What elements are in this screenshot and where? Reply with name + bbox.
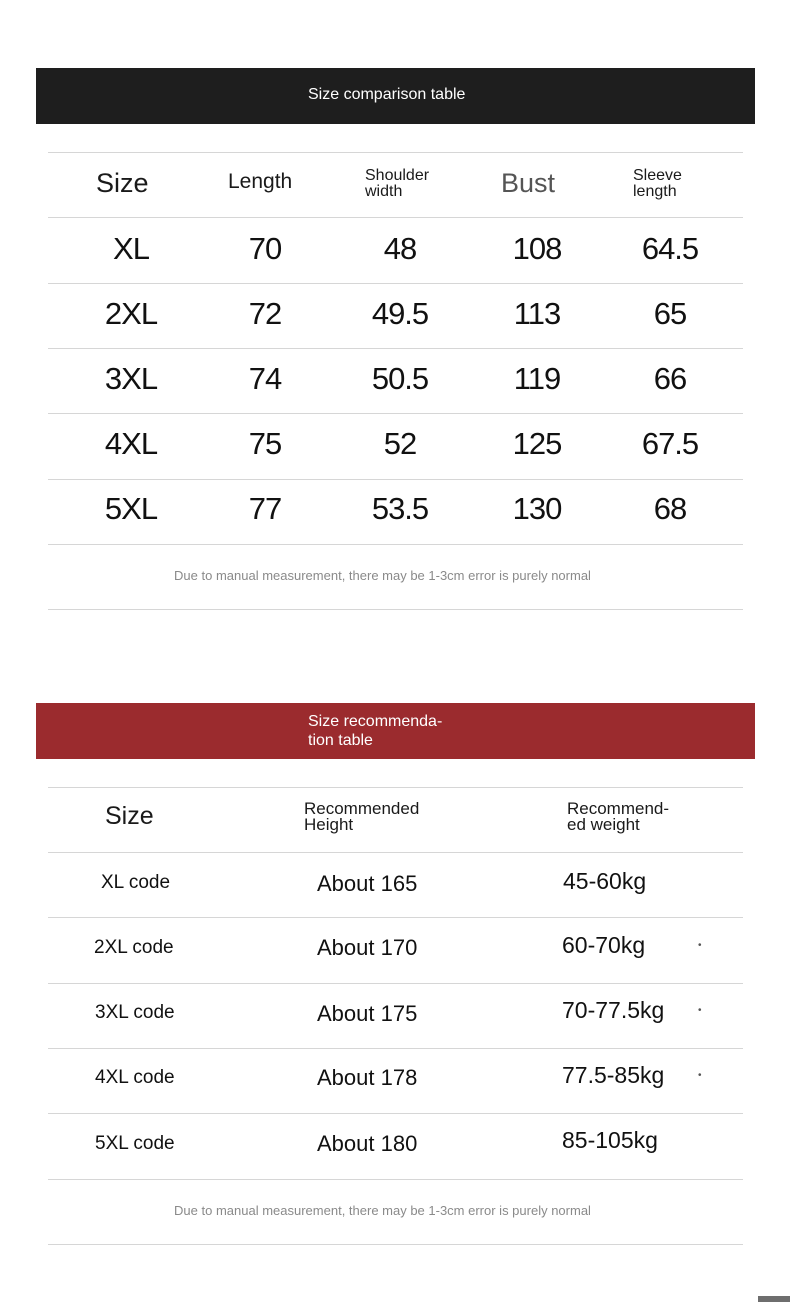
table-divider [48,852,743,853]
code-cell: XL code [101,872,171,893]
sleeve-cell: 68 [653,491,687,526]
sleeve-cell: 65 [653,296,687,331]
length-cell: 72 [248,296,282,331]
size-cell: XL [113,231,149,266]
header-bust: Bust [501,168,556,198]
corner-mark [758,1296,790,1302]
size-cell: 4XL [104,426,158,461]
table-divider [48,917,743,918]
shoulder-cell: 53.5 [371,491,429,526]
height-cell: About 175 [317,1001,418,1026]
table-divider [48,152,743,153]
weight-cell: 77.5-85kg [562,1062,665,1088]
bust-cell: 113 [513,296,561,331]
bust-cell: 108 [512,231,562,266]
height-cell: About 178 [317,1065,418,1090]
table-divider [48,348,743,349]
table-divider [48,413,743,414]
size-cell: 5XL [104,491,158,526]
height-cell: About 180 [317,1131,418,1156]
weight-cell: 60-70kg [562,932,646,958]
shoulder-cell: 50.5 [371,361,429,396]
weight-cell: 70-77.5kg [562,997,665,1023]
table-divider [48,787,743,788]
code-cell: 3XL code [95,1002,175,1023]
length-cell: 77 [248,491,282,526]
code-cell: 5XL code [95,1133,175,1154]
shoulder-cell: 49.5 [371,296,429,331]
sleeve-cell: 66 [653,361,687,396]
table-divider [48,217,743,218]
measurement-note: Due to manual measurement, there may be 1-3cm error is purely normal [174,1203,591,1218]
stray-dot: • [698,1005,702,1016]
length-cell: 74 [248,361,282,396]
sleeve-cell: 67.5 [641,426,699,461]
shoulder-cell: 48 [383,231,417,266]
code-cell: 4XL code [95,1067,175,1088]
code-cell: 2XL code [94,937,174,958]
size-cell: 3XL [104,361,158,396]
table-divider [48,544,743,545]
table-divider [48,1113,743,1114]
measurement-note: Due to manual measurement, there may be 1-3cm error is purely normal [174,568,591,583]
size-recommendation-banner [36,703,755,759]
height-cell: About 170 [317,935,418,960]
stray-dot: • [698,1070,702,1081]
sleeve-cell: 64.5 [641,231,699,266]
table-divider [48,283,743,284]
bust-cell: 130 [512,491,562,526]
weight-cell: 85-105kg [562,1127,658,1153]
shoulder-cell: 52 [383,426,417,461]
weight-cell: 45-60kg [563,868,647,894]
header-shoulder-width: Shoulder width [365,167,430,200]
height-cell: About 165 [317,871,418,896]
table-divider [48,609,743,610]
table-divider [48,1179,743,1180]
header-recommended-height: Recommended Height [304,799,420,834]
size-cell: 2XL [104,296,158,331]
header-sleeve-length: Sleeve length [633,167,682,200]
table-divider [48,1048,743,1049]
table-divider [48,479,743,480]
stray-dot: • [698,940,702,951]
header-size: Size [96,168,149,198]
header-recommended-weight: Recommend- ed weight [567,799,670,834]
length-cell: 70 [248,231,282,266]
header-length: Length [228,170,293,193]
table-divider [48,983,743,984]
length-cell: 75 [248,426,282,461]
header-size: Size [105,802,154,830]
bust-cell: 119 [513,361,561,396]
size-comparison-banner [36,68,755,124]
size-comparison-title: Size comparison table [308,86,466,103]
bust-cell: 125 [512,426,562,461]
table-divider [48,1244,743,1245]
size-recommendation-title: Size recommenda- tion table [308,713,443,749]
